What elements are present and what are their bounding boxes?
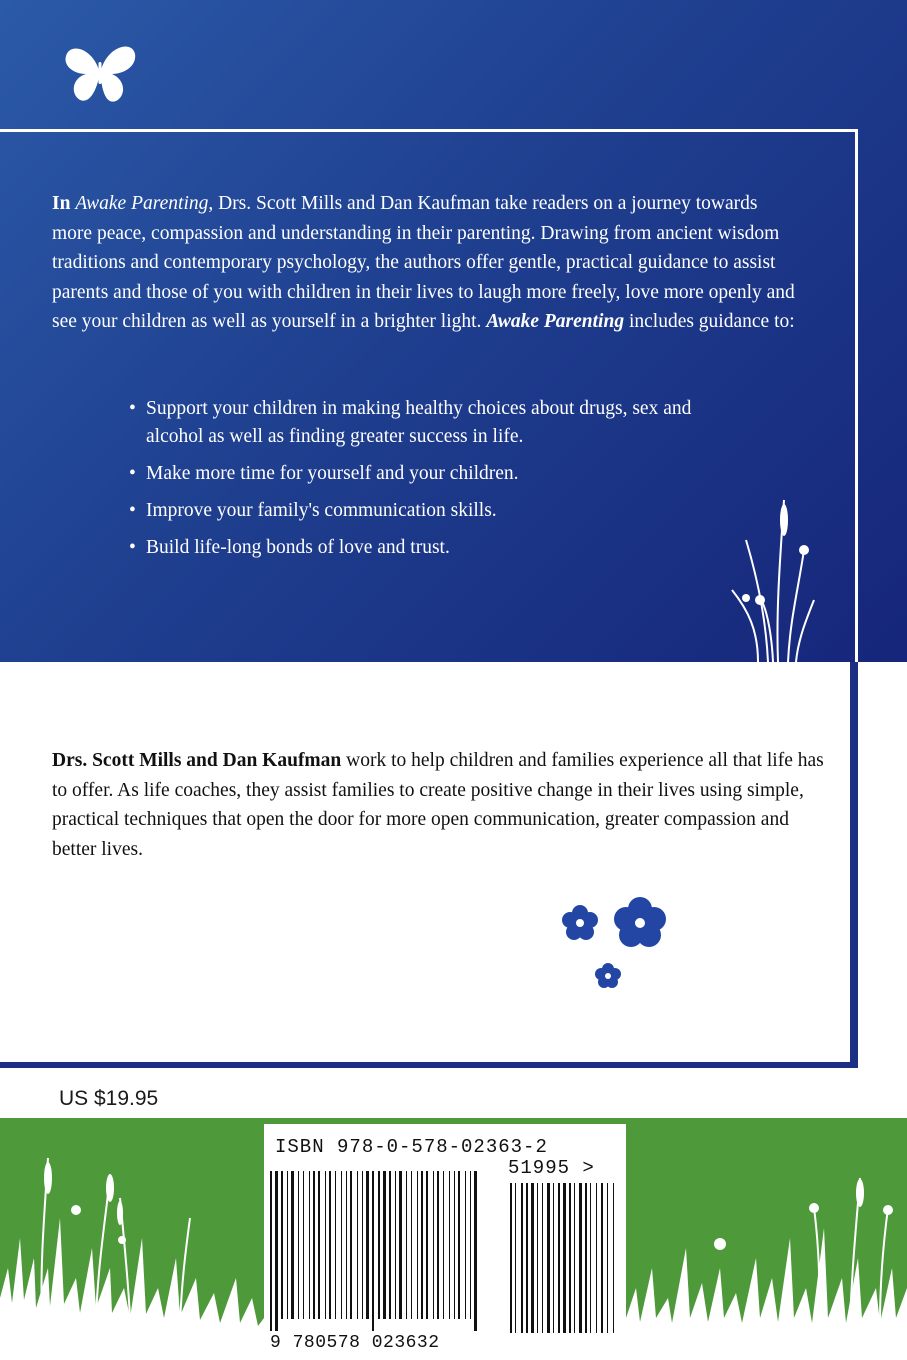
bio-text: work to help children and families experience all that life has to offer. As life coaches, they assist families to create positive change in their lives using simple, practical techniques that open the door for more open communication, greater compassion and better lives. — [52, 750, 824, 860]
price-code: 51995 > — [508, 1157, 595, 1179]
list-item: • Improve your family's communication skills. — [129, 497, 749, 525]
price-label: US $19.95 — [59, 1087, 159, 1110]
guidance-list — [129, 395, 749, 571]
author-bio — [52, 746, 832, 864]
list-item: • Make more time for yourself and your children. — [129, 460, 749, 488]
book-title: Awake Parenting — [75, 193, 209, 214]
book-title-2: Awake Parenting — [486, 311, 625, 332]
bullet-icon: • — [129, 537, 136, 558]
butterfly-icon — [62, 40, 137, 106]
frame-line-right-top — [855, 129, 858, 662]
frame-line-right-bottom — [850, 662, 858, 1067]
bullet-icon: • — [129, 463, 136, 484]
ean-digits: 9 780578 023632 — [270, 1333, 440, 1353]
intro-paragraph — [52, 189, 802, 337]
list-item: • Build life-long bonds of love and trust. — [129, 534, 749, 562]
bullet-icon: • — [129, 398, 136, 419]
intro-text-2: includes guidance to: — [624, 311, 795, 332]
flowers-illustration — [555, 888, 680, 998]
frame-line-bottom — [0, 1062, 858, 1068]
intro-lead: In — [52, 193, 76, 214]
frame-line-top — [0, 129, 858, 132]
barcode-bars — [264, 1157, 626, 1333]
intro-text-1: , Drs. Scott Mills and Dan Kaufman take readers on a journey towards more peace, compassion and understanding in their parenting. Drawing from ancient wisdom traditions and contemporary psychology, the authors offer gentle, practical guidance to assist parents and those of you with children in their lives to laugh more freely, love more openly and see your children as well as yourself in a brighter light. — [52, 193, 795, 332]
bullet-icon: • — [129, 500, 136, 521]
isbn-number: ISBN 978-0-578-02363-2 — [275, 1136, 548, 1158]
reeds-illustration — [718, 490, 818, 662]
list-item: • Support your children in making healthy choices about drugs, sex and alcohol as well as finding greater success in life. — [129, 395, 749, 451]
authors-name: Drs. Scott Mills and Dan Kaufman — [52, 750, 342, 771]
